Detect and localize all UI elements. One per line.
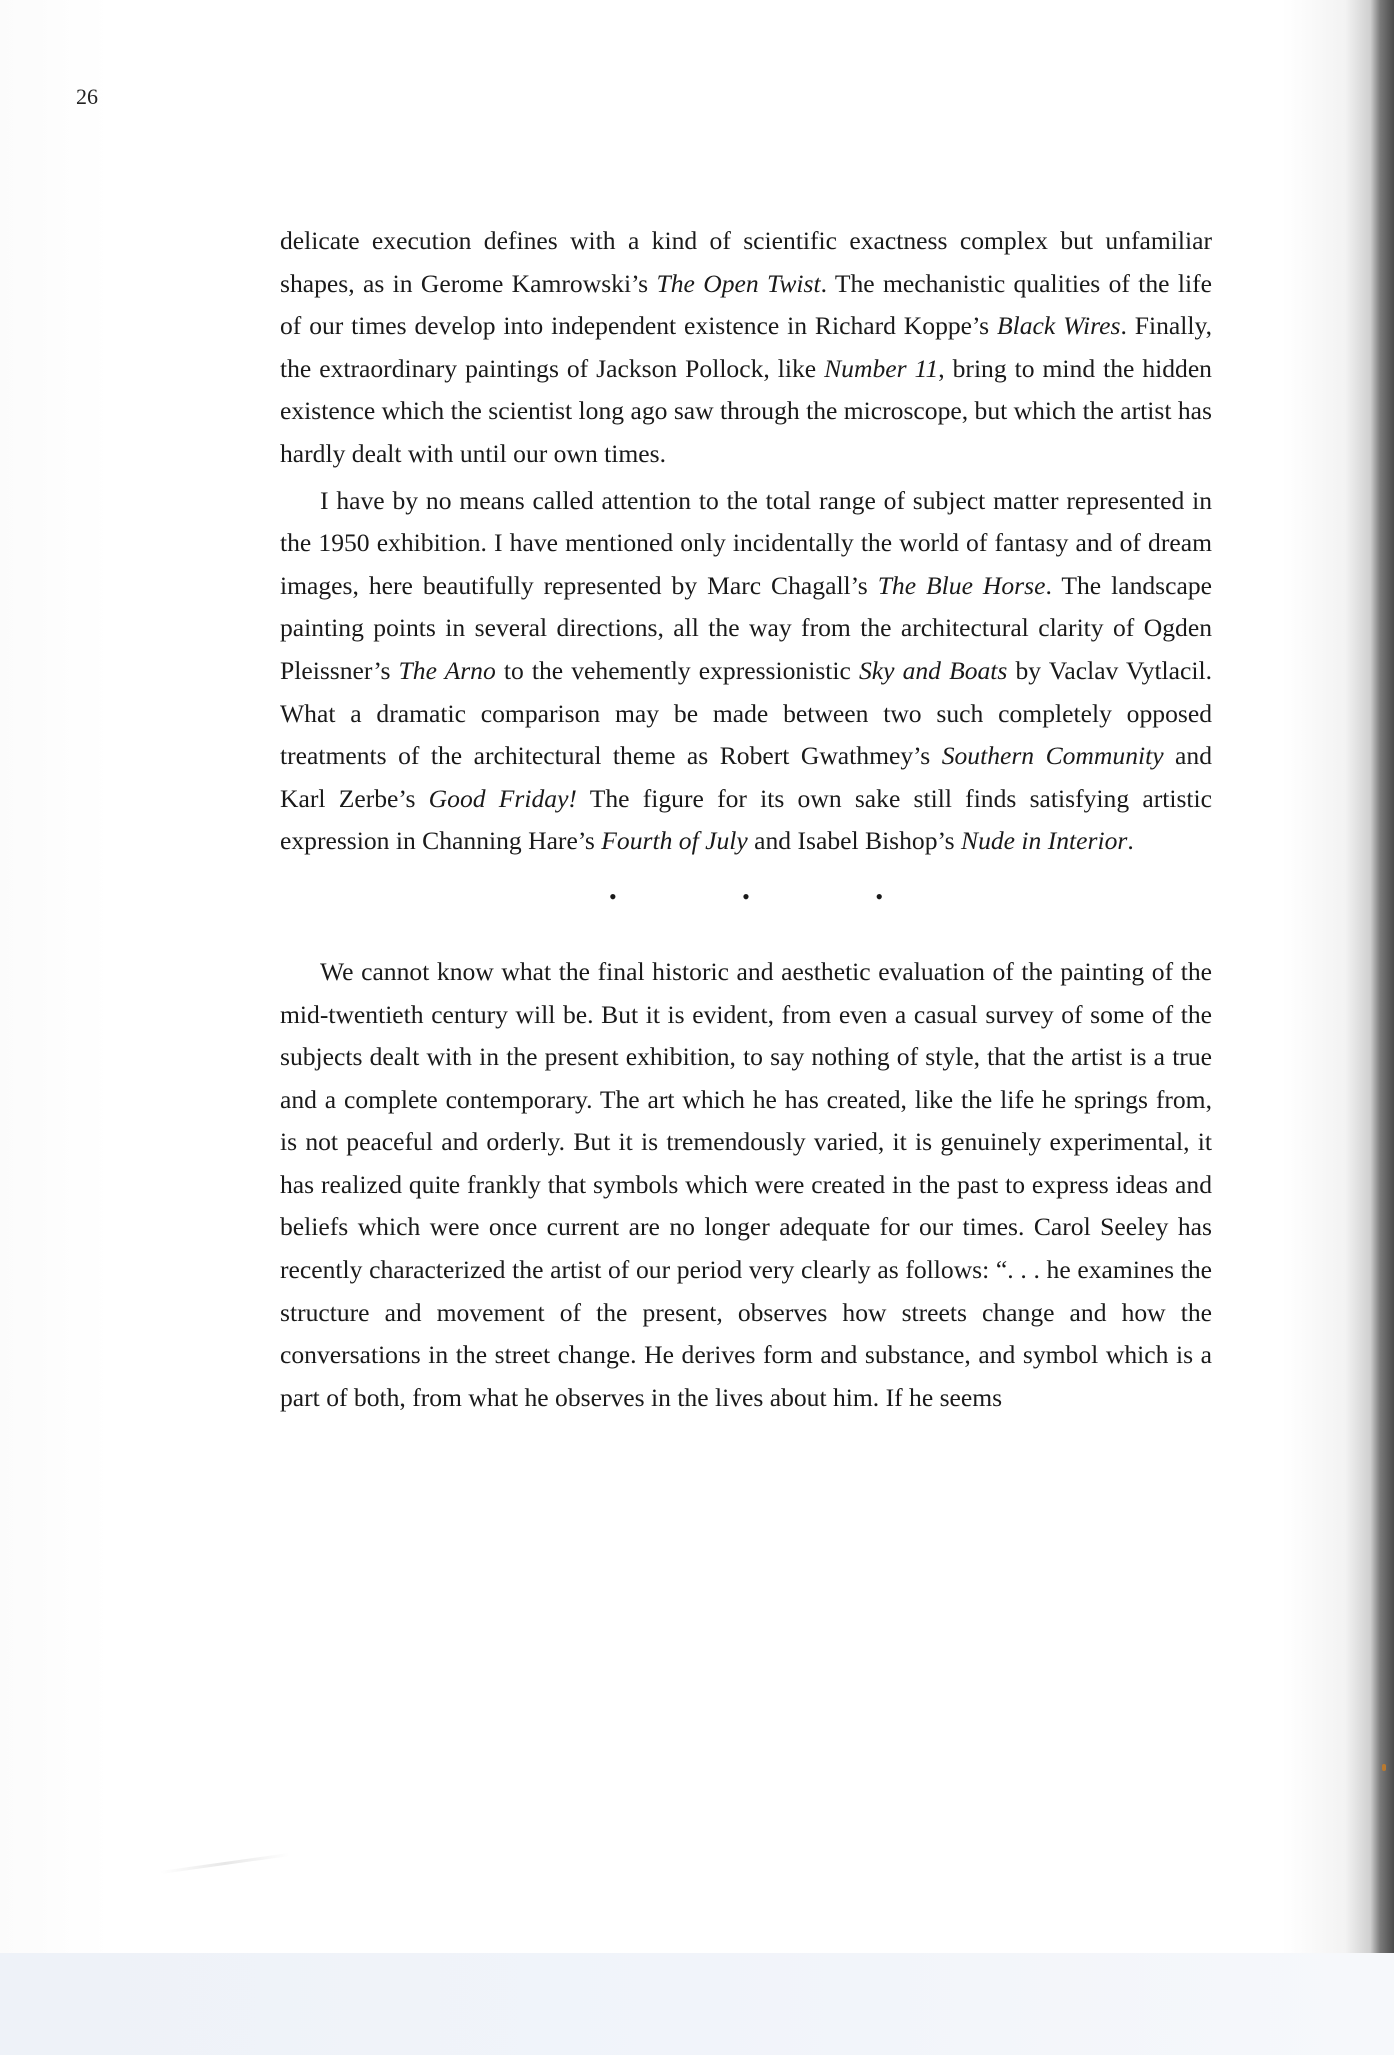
text-run: . Finally, the extraordinary paintings of Jackson Pollock, like (280, 311, 1212, 383)
paragraph-3 (280, 951, 1212, 1420)
artwork-title: Sky and Boats (858, 655, 1008, 685)
section-break-ornament: • • • (608, 883, 944, 909)
paragraph-2 (280, 480, 1212, 863)
artwork-title: Number 11 (824, 353, 939, 383)
text-run: I have by no means called attention to the total range of subject matter represented in the 1950 exhibition. I have mentioned only incidentally the world of fantasy and of dream images, here beautifully represented by Marc Chagall’s (280, 485, 1212, 600)
text-run: The figure for its own sake still finds satisfying artistic expression in Channing Hare’s (280, 783, 1212, 856)
text-run: and Karl Zerbe’s (280, 741, 1212, 813)
text-run: We cannot know what the final historic and aesthetic evaluation of the painting of the mid-twentieth century will be. But it is evident, from even a casual survey of some of the subjects dealt with in the present exhibition, to say nothing of style, that the artist is a true and a complete contemporary. The art which he has created, like the life he springs from, is not peaceful and orderly. But it is tremendously varied, it is genuinely experimental, it has realized quite frankly that symbols which were created in the past to express ideas and beliefs which were once current are no longer adequate for our times. Carol Seeley has recently characterized the artist of our period very clearly as follows: “. . . he examines the structure and movement of the present, observes how streets change and how the conversations in the street change. He derives form and substance, and symbol which is a part of both, from what he observes in the lives about him. If he seems (280, 956, 1212, 1412)
artwork-title: The Open Twist (656, 268, 821, 298)
text-run: . (1127, 826, 1134, 856)
text-run: to the vehemently expressionistic (495, 655, 859, 685)
artwork-title: Southern Community (941, 741, 1164, 771)
text-run: delicate execution defines with a kind of scientific exactness complex but unfamiliar shapes, as in Gerome Kamrowski’s (280, 226, 1212, 298)
scan-speck (1382, 1764, 1386, 1771)
scanner-bed-strip (0, 1953, 1394, 2055)
scan-smudge (160, 1853, 289, 1874)
artwork-title: Black Wires (996, 311, 1121, 341)
text-run: . The mechanistic qualities of the life of our times develop into independent existence in Richard Koppe’s (280, 268, 1212, 341)
artwork-title: Good Friday! (428, 783, 577, 813)
text-run: by Vaclav Vytlacil. What a dramatic comparison may be made between two such completely opposed treatments of the architectural theme as Robert Gwathmey’s (280, 655, 1212, 771)
artwork-title: The Blue Horse (877, 570, 1046, 600)
artwork-title: Nude in Interior (961, 826, 1128, 856)
artwork-title: The Arno (398, 655, 496, 685)
page-number: 26 (76, 84, 98, 109)
artwork-title: Fourth of July (601, 826, 748, 856)
text-run: and Isabel Bishop’s (747, 826, 961, 856)
text-run: , bring to mind the hidden existence which the scientist long ago saw through the microscope, but which the artist has hardly dealt with until our own times. (280, 353, 1212, 468)
body-text (280, 220, 1212, 1419)
text-run: . The landscape painting points in several directions, all the way from the architectural clarity of Ogden Pleissner’s (280, 570, 1213, 685)
paragraph-1 (280, 220, 1212, 476)
